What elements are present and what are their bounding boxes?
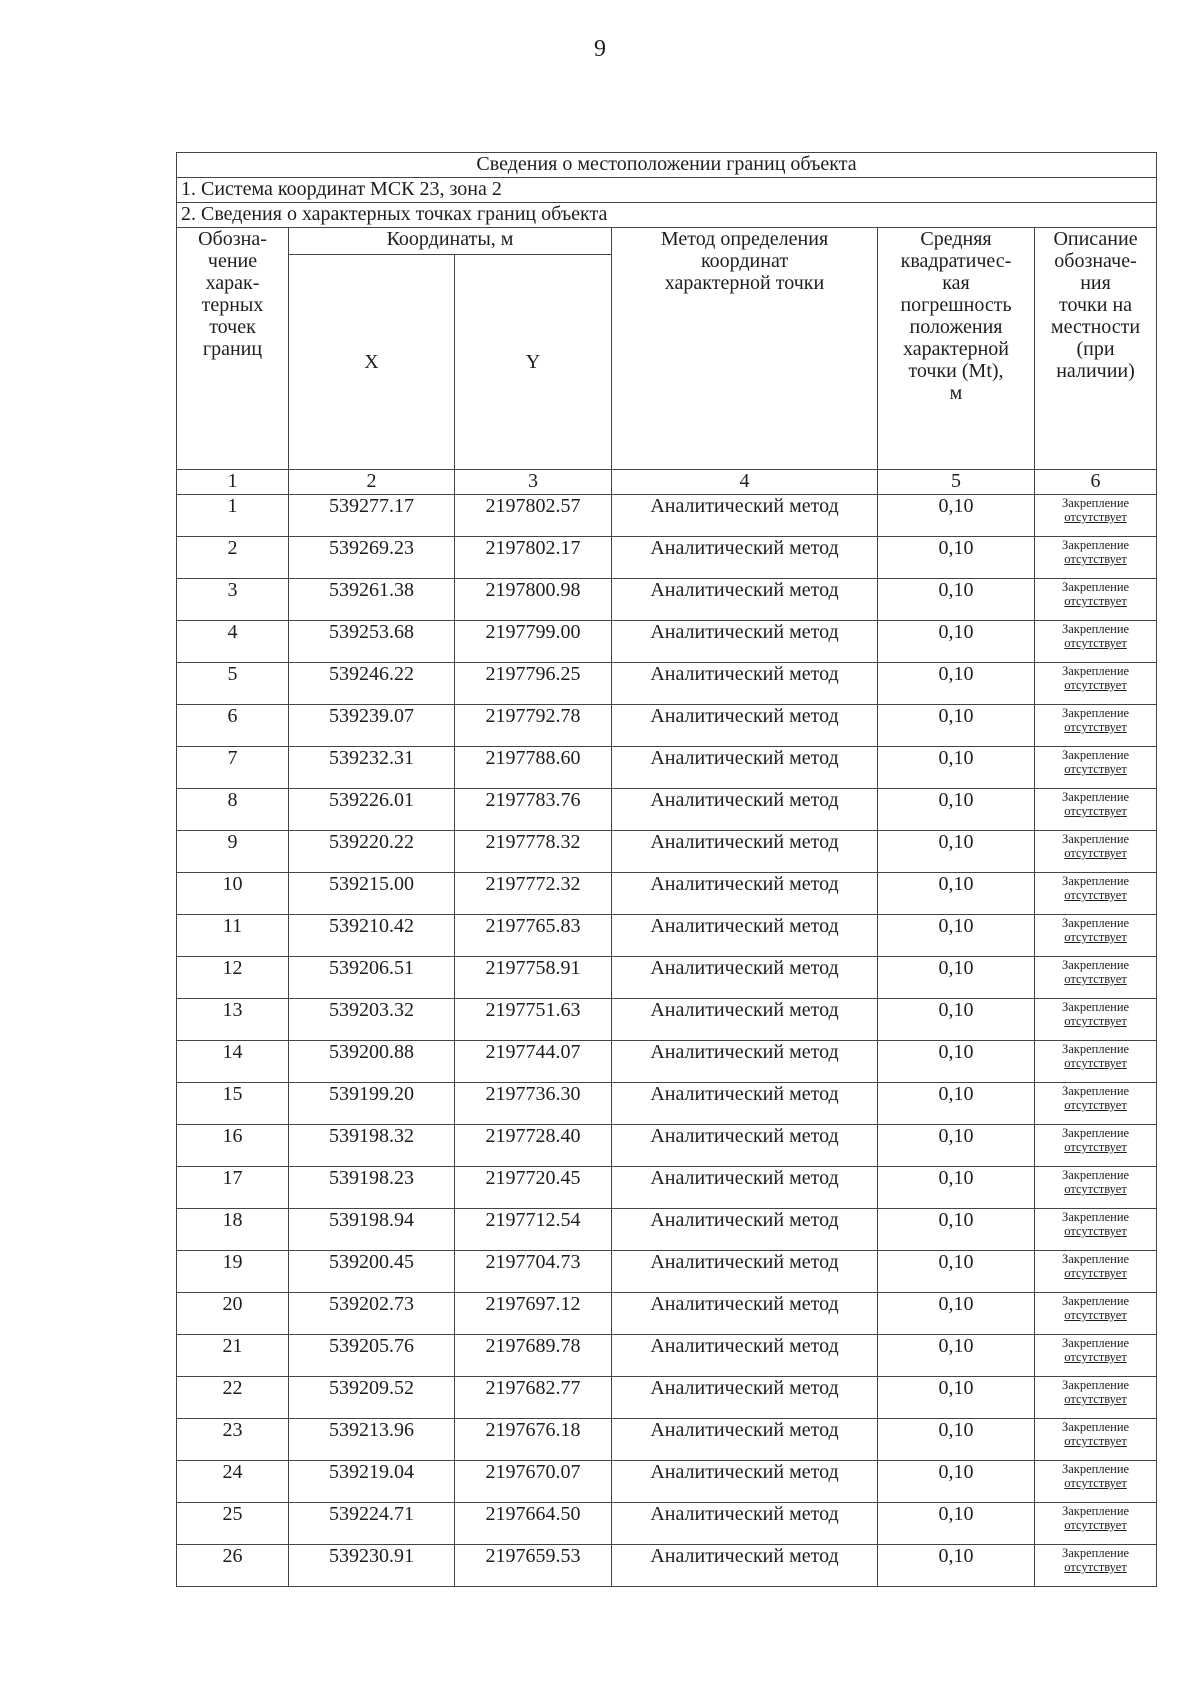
table-row	[177, 789, 1157, 831]
description-line-2: отсутствует	[1064, 1308, 1127, 1322]
description-line-1: Закрепление	[1061, 664, 1130, 678]
description-line-2: отсутствует	[1064, 846, 1127, 860]
mean-error-cell: 0,10	[878, 1083, 1035, 1125]
table-row	[177, 621, 1157, 663]
coord-x: 539206.51	[289, 957, 455, 999]
method-cell: Аналитический метод	[612, 1209, 878, 1251]
column-number: 1	[177, 470, 289, 495]
description-line-1: Закрепление	[1061, 496, 1130, 510]
point-number: 20	[177, 1293, 289, 1335]
coord-x: 539261.38	[289, 579, 455, 621]
point-number: 7	[177, 747, 289, 789]
mean-error-cell: 0,10	[878, 621, 1035, 663]
coord-x: 539213.96	[289, 1419, 455, 1461]
description-line-2: отсутствует	[1064, 594, 1127, 608]
method-cell: Аналитический метод	[612, 621, 878, 663]
coord-y: 2197751.63	[455, 999, 612, 1041]
table-row	[177, 1041, 1157, 1083]
mean-error-cell: 0,10	[878, 1503, 1035, 1545]
header-y: Y	[455, 255, 612, 470]
column-number: 4	[612, 470, 878, 495]
description-cell	[1035, 1083, 1157, 1125]
method-cell: Аналитический метод	[612, 873, 878, 915]
description-cell	[1035, 1335, 1157, 1377]
description-cell	[1035, 747, 1157, 789]
coord-y: 2197670.07	[455, 1461, 612, 1503]
point-number: 23	[177, 1419, 289, 1461]
table-row	[177, 1167, 1157, 1209]
points-section-line: 2. Сведения о характерных точках границ объекта	[177, 203, 1157, 228]
method-cell: Аналитический метод	[612, 1041, 878, 1083]
coord-y: 2197783.76	[455, 789, 612, 831]
description-line-1: Закрепление	[1061, 1504, 1130, 1518]
point-number: 9	[177, 831, 289, 873]
description-line-2: отсутствует	[1064, 888, 1127, 902]
column-numbers-row	[177, 470, 1157, 495]
coord-x: 539220.22	[289, 831, 455, 873]
description-line-1: Закрепление	[1061, 1000, 1130, 1014]
description-line-2: отсутствует	[1064, 1434, 1127, 1448]
mean-error-cell: 0,10	[878, 579, 1035, 621]
description-cell	[1035, 915, 1157, 957]
coord-x: 539226.01	[289, 789, 455, 831]
point-number: 13	[177, 999, 289, 1041]
coord-x: 539239.07	[289, 705, 455, 747]
table-row	[177, 1503, 1157, 1545]
description-cell	[1035, 621, 1157, 663]
description-line-2: отсутствует	[1064, 1392, 1127, 1406]
coord-x: 539209.52	[289, 1377, 455, 1419]
description-line-2: отсутствует	[1064, 1140, 1127, 1154]
point-number: 8	[177, 789, 289, 831]
coord-x: 539198.32	[289, 1125, 455, 1167]
coord-y: 2197744.07	[455, 1041, 612, 1083]
point-number: 6	[177, 705, 289, 747]
method-cell: Аналитический метод	[612, 1293, 878, 1335]
mean-error-cell: 0,10	[878, 957, 1035, 999]
method-cell: Аналитический метод	[612, 495, 878, 537]
description-cell	[1035, 1125, 1157, 1167]
description-cell	[1035, 1503, 1157, 1545]
description-cell	[1035, 579, 1157, 621]
coord-y: 2197800.98	[455, 579, 612, 621]
description-line-1: Закрепление	[1061, 1546, 1130, 1560]
header-method: Метод определения координат характерной точки	[612, 228, 878, 470]
mean-error-cell: 0,10	[878, 831, 1035, 873]
method-cell: Аналитический метод	[612, 537, 878, 579]
description-cell	[1035, 957, 1157, 999]
point-number: 18	[177, 1209, 289, 1251]
table-row	[177, 999, 1157, 1041]
method-cell: Аналитический метод	[612, 1335, 878, 1377]
method-cell: Аналитический метод	[612, 1503, 878, 1545]
table-row	[177, 873, 1157, 915]
description-line-1: Закрепление	[1061, 580, 1130, 594]
point-number: 1	[177, 495, 289, 537]
description-cell	[1035, 495, 1157, 537]
description-line-1: Закрепление	[1061, 748, 1130, 762]
table-row	[177, 1419, 1157, 1461]
mean-error-cell: 0,10	[878, 915, 1035, 957]
method-cell: Аналитический метод	[612, 999, 878, 1041]
table-row	[177, 1461, 1157, 1503]
description-line-1: Закрепление	[1061, 1168, 1130, 1182]
coord-x: 539210.42	[289, 915, 455, 957]
description-cell	[1035, 1377, 1157, 1419]
table-row	[177, 915, 1157, 957]
mean-error-cell: 0,10	[878, 1041, 1035, 1083]
description-cell	[1035, 1251, 1157, 1293]
coord-x: 539232.31	[289, 747, 455, 789]
description-cell	[1035, 1419, 1157, 1461]
description-line-1: Закрепление	[1061, 1126, 1130, 1140]
coord-x: 539230.91	[289, 1545, 455, 1587]
method-cell: Аналитический метод	[612, 957, 878, 999]
description-line-2: отсутствует	[1064, 510, 1127, 524]
description-line-1: Закрепление	[1061, 1378, 1130, 1392]
description-line-1: Закрепление	[1061, 832, 1130, 846]
coord-y: 2197736.30	[455, 1083, 612, 1125]
mean-error-cell: 0,10	[878, 1461, 1035, 1503]
coord-y: 2197802.17	[455, 537, 612, 579]
description-cell	[1035, 831, 1157, 873]
boundary-points-table	[176, 152, 1157, 1587]
mean-error-cell: 0,10	[878, 1125, 1035, 1167]
table-row	[177, 747, 1157, 789]
coord-y: 2197765.83	[455, 915, 612, 957]
coord-x: 539277.17	[289, 495, 455, 537]
description-line-1: Закрепление	[1061, 916, 1130, 930]
description-cell	[1035, 1461, 1157, 1503]
coord-y: 2197792.78	[455, 705, 612, 747]
description-line-1: Закрепление	[1061, 1336, 1130, 1350]
mean-error-cell: 0,10	[878, 495, 1035, 537]
table-row	[177, 663, 1157, 705]
description-line-2: отсутствует	[1064, 636, 1127, 650]
description-line-2: отсутствует	[1064, 804, 1127, 818]
method-cell: Аналитический метод	[612, 579, 878, 621]
method-cell: Аналитический метод	[612, 1545, 878, 1587]
description-line-1: Закрепление	[1061, 1042, 1130, 1056]
header-x: X	[289, 255, 455, 470]
coord-x: 539253.68	[289, 621, 455, 663]
header-point-designation: Обозна- чение харак- терных точек границ	[177, 228, 289, 470]
point-number: 22	[177, 1377, 289, 1419]
coord-x: 539246.22	[289, 663, 455, 705]
description-line-2: отсутствует	[1064, 930, 1127, 944]
method-cell: Аналитический метод	[612, 789, 878, 831]
description-line-1: Закрепление	[1061, 1252, 1130, 1266]
table-row	[177, 1083, 1157, 1125]
description-line-2: отсутствует	[1064, 972, 1127, 986]
method-cell: Аналитический метод	[612, 1125, 878, 1167]
description-line-2: отсутствует	[1064, 720, 1127, 734]
table-row	[177, 579, 1157, 621]
coordinate-system-line: 1. Система координат МСК 23, зона 2	[177, 178, 1157, 203]
mean-error-cell: 0,10	[878, 1209, 1035, 1251]
table-row	[177, 1251, 1157, 1293]
table-row	[177, 957, 1157, 999]
table-row	[177, 1125, 1157, 1167]
point-number: 5	[177, 663, 289, 705]
method-cell: Аналитический метод	[612, 663, 878, 705]
coord-y: 2197712.54	[455, 1209, 612, 1251]
point-number: 26	[177, 1545, 289, 1587]
description-line-2: отсутствует	[1064, 1098, 1127, 1112]
description-line-1: Закрепление	[1061, 1210, 1130, 1224]
coord-y: 2197676.18	[455, 1419, 612, 1461]
coord-y: 2197689.78	[455, 1335, 612, 1377]
coord-x: 539269.23	[289, 537, 455, 579]
point-number: 12	[177, 957, 289, 999]
table-row	[177, 1377, 1157, 1419]
mean-error-cell: 0,10	[878, 537, 1035, 579]
description-cell	[1035, 789, 1157, 831]
coord-x: 539200.45	[289, 1251, 455, 1293]
mean-error-cell: 0,10	[878, 1293, 1035, 1335]
coord-x: 539219.04	[289, 1461, 455, 1503]
mean-error-cell: 0,10	[878, 1251, 1035, 1293]
table-row	[177, 831, 1157, 873]
point-number: 24	[177, 1461, 289, 1503]
coord-x: 539224.71	[289, 1503, 455, 1545]
description-line-1: Закрепление	[1061, 874, 1130, 888]
coord-y: 2197758.91	[455, 957, 612, 999]
header-description: Описание обозначе- ния точки на местности (при наличии)	[1035, 228, 1157, 470]
coord-x: 539203.32	[289, 999, 455, 1041]
method-cell: Аналитический метод	[612, 747, 878, 789]
description-line-1: Закрепление	[1061, 622, 1130, 636]
coord-y: 2197720.45	[455, 1167, 612, 1209]
description-cell	[1035, 663, 1157, 705]
coord-y: 2197704.73	[455, 1251, 612, 1293]
mean-error-cell: 0,10	[878, 1167, 1035, 1209]
coord-y: 2197664.50	[455, 1503, 612, 1545]
method-cell: Аналитический метод	[612, 915, 878, 957]
method-cell: Аналитический метод	[612, 1419, 878, 1461]
point-number: 3	[177, 579, 289, 621]
description-cell	[1035, 705, 1157, 747]
mean-error-cell: 0,10	[878, 1335, 1035, 1377]
coord-x: 539205.76	[289, 1335, 455, 1377]
coord-y: 2197697.12	[455, 1293, 612, 1335]
description-line-1: Закрепление	[1061, 1420, 1130, 1434]
table-row	[177, 1293, 1157, 1335]
description-cell	[1035, 999, 1157, 1041]
point-number: 21	[177, 1335, 289, 1377]
mean-error-cell: 0,10	[878, 999, 1035, 1041]
table-row	[177, 537, 1157, 579]
method-cell: Аналитический метод	[612, 1167, 878, 1209]
point-number: 11	[177, 915, 289, 957]
point-number: 16	[177, 1125, 289, 1167]
description-cell	[1035, 1209, 1157, 1251]
column-number: 5	[878, 470, 1035, 495]
mean-error-cell: 0,10	[878, 789, 1035, 831]
table-row	[177, 705, 1157, 747]
coord-x: 539200.88	[289, 1041, 455, 1083]
description-cell	[1035, 537, 1157, 579]
point-number: 25	[177, 1503, 289, 1545]
point-number: 19	[177, 1251, 289, 1293]
description-line-2: отсутствует	[1064, 1056, 1127, 1070]
column-number: 2	[289, 470, 455, 495]
mean-error-cell: 0,10	[878, 747, 1035, 789]
description-line-2: отсутствует	[1064, 1182, 1127, 1196]
description-line-2: отсутствует	[1064, 1014, 1127, 1028]
description-line-2: отсутствует	[1064, 1350, 1127, 1364]
description-line-2: отсутствует	[1064, 1266, 1127, 1280]
point-number: 15	[177, 1083, 289, 1125]
coord-y: 2197778.32	[455, 831, 612, 873]
point-number: 2	[177, 537, 289, 579]
coord-y: 2197682.77	[455, 1377, 612, 1419]
table-row	[177, 1545, 1157, 1587]
coord-x: 539198.23	[289, 1167, 455, 1209]
description-line-2: отсутствует	[1064, 1518, 1127, 1532]
point-number: 17	[177, 1167, 289, 1209]
method-cell: Аналитический метод	[612, 1083, 878, 1125]
table-row	[177, 1209, 1157, 1251]
mean-error-cell: 0,10	[878, 1377, 1035, 1419]
description-line-2: отсутствует	[1064, 1560, 1127, 1574]
description-line-1: Закрепление	[1061, 706, 1130, 720]
page-number: 9	[594, 36, 606, 62]
coord-y: 2197659.53	[455, 1545, 612, 1587]
column-number: 6	[1035, 470, 1157, 495]
point-number: 14	[177, 1041, 289, 1083]
method-cell: Аналитический метод	[612, 1461, 878, 1503]
coord-y: 2197799.00	[455, 621, 612, 663]
description-cell	[1035, 1041, 1157, 1083]
point-number: 4	[177, 621, 289, 663]
description-line-2: отсутствует	[1064, 1476, 1127, 1490]
description-line-2: отсутствует	[1064, 1224, 1127, 1238]
method-cell: Аналитический метод	[612, 831, 878, 873]
description-line-1: Закрепление	[1061, 958, 1130, 972]
description-line-1: Закрепление	[1061, 790, 1130, 804]
description-line-2: отсутствует	[1064, 678, 1127, 692]
description-cell	[1035, 1167, 1157, 1209]
description-line-2: отсутствует	[1064, 762, 1127, 776]
mean-error-cell: 0,10	[878, 705, 1035, 747]
column-number: 3	[455, 470, 612, 495]
mean-error-cell: 0,10	[878, 873, 1035, 915]
description-line-1: Закрепление	[1061, 538, 1130, 552]
mean-error-cell: 0,10	[878, 663, 1035, 705]
description-cell	[1035, 873, 1157, 915]
description-line-1: Закрепление	[1061, 1462, 1130, 1476]
description-line-2: отсутствует	[1064, 552, 1127, 566]
method-cell: Аналитический метод	[612, 1251, 878, 1293]
header-mean-error: Средняя квадратичес- кая погрешность положения характерной точки (Mt), м	[878, 228, 1035, 470]
table-row	[177, 495, 1157, 537]
description-line-1: Закрепление	[1061, 1084, 1130, 1098]
coord-x: 539199.20	[289, 1083, 455, 1125]
coord-y: 2197772.32	[455, 873, 612, 915]
method-cell: Аналитический метод	[612, 1377, 878, 1419]
description-line-1: Закрепление	[1061, 1294, 1130, 1308]
method-cell: Аналитический метод	[612, 705, 878, 747]
coord-x: 539215.00	[289, 873, 455, 915]
header-coordinates: Координаты, м	[289, 228, 612, 255]
table-title: Сведения о местоположении границ объекта	[177, 153, 1157, 178]
table-row	[177, 1335, 1157, 1377]
mean-error-cell: 0,10	[878, 1419, 1035, 1461]
coord-x: 539202.73	[289, 1293, 455, 1335]
description-cell	[1035, 1545, 1157, 1587]
mean-error-cell: 0,10	[878, 1545, 1035, 1587]
coord-y: 2197728.40	[455, 1125, 612, 1167]
description-cell	[1035, 1293, 1157, 1335]
coord-y: 2197802.57	[455, 495, 612, 537]
coord-y: 2197788.60	[455, 747, 612, 789]
coord-y: 2197796.25	[455, 663, 612, 705]
coord-x: 539198.94	[289, 1209, 455, 1251]
point-number: 10	[177, 873, 289, 915]
